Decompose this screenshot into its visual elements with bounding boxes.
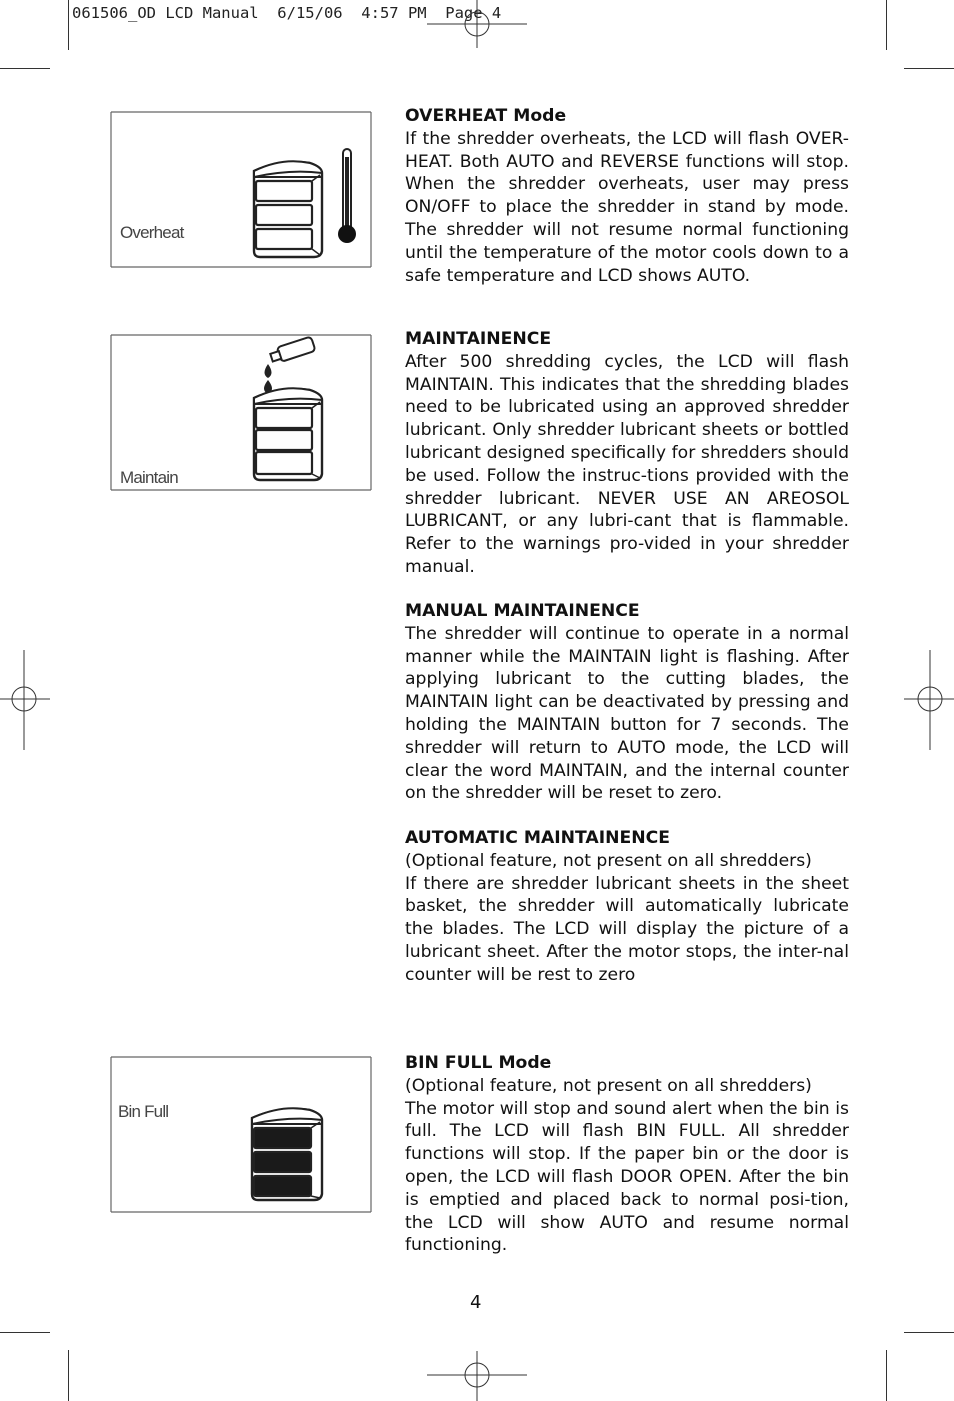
binfull-figure	[110, 1056, 372, 1213]
crop-mark-top-left-v	[68, 0, 69, 50]
optional-feature-note: (Optional feature, not present on all shredders)	[405, 1075, 812, 1096]
figure-caption: Bin Full	[118, 1102, 169, 1121]
overheat-section	[405, 105, 849, 287]
shredder-with-thermometer-icon	[110, 111, 372, 268]
maintainence-section	[405, 328, 849, 579]
registration-mark-top	[427, 0, 527, 50]
crop-mark-bottom-right-h	[904, 1332, 954, 1333]
manual-maintainence-section	[405, 600, 849, 805]
overheat-figure	[110, 111, 372, 268]
figure-caption: Maintain	[120, 468, 178, 487]
section-body: The motor will stop and sound alert when the bin is full. The LCD will flash BIN FULL. All shredder functions will stop. If the paper bin or the door is open, the LCD will flash DOOR OPEN. After the bin is emptied and placed back to normal posi-tion, the LCD will show AUTO and resume normal functioning.	[405, 1098, 849, 1256]
crop-mark-bottom-left-v	[68, 1350, 69, 1401]
section-body: If there are shredder lubricant sheets in the sheet basket, the shredder will automatically lubricate the blades. The LCD will display the picture of a lubricant sheet. After the motor stops, the inter-nal counter will be rest to zero	[405, 873, 849, 985]
section-body: If the shredder overheats, the LCD will flash OVER-HEAT. Both AUTO and REVERSE functions will stop. When the shredder overheats, user may press ON/OFF to place the shredder in stand by mode. The shredder will not resume normal functioning until the temperature of the motor cools down to a safe temperature and LCD shows AUTO.	[405, 128, 849, 286]
section-heading: MAINTAINENCE	[405, 329, 552, 349]
registration-mark-left	[0, 650, 50, 750]
print-slug: 061506_OD LCD Manual 6/15/06 4:57 PM Page 4	[72, 4, 502, 22]
section-heading: BIN FULL Mode	[405, 1053, 552, 1073]
shredder-with-full-bin-icon	[110, 1056, 372, 1213]
page-number: 4	[470, 1292, 482, 1313]
section-heading: MANUAL MAINTAINENCE	[405, 601, 640, 621]
optional-feature-note: (Optional feature, not present on all shredders)	[405, 850, 812, 871]
figure-caption: Overheat	[120, 223, 184, 242]
crop-mark-bottom-right-v	[886, 1350, 887, 1401]
crop-mark-top-right-v	[886, 0, 887, 50]
automatic-maintainence-section	[405, 827, 849, 987]
binfull-section	[405, 1052, 849, 1257]
registration-mark-bottom	[427, 1351, 527, 1401]
maintain-figure	[110, 334, 372, 491]
section-heading: AUTOMATIC MAINTAINENCE	[405, 828, 670, 848]
crop-mark-top-right-h	[904, 68, 954, 69]
section-body: After 500 shredding cycles, the LCD will flash MAINTAIN. This indicates that the shredding blades need to be lubricated using an approved shredder lubricant. Only shredder lubricant sheets or bottled lubricant designed specifically for shredders should be used. Follow the instruc-tions provided with the shredder lubricant. NEVER USE AN AREOSOL LUBRICANT, or any lubri-cant that is flammable. Refer to the warnings pro-vided in your shredder manual.	[405, 351, 849, 577]
registration-mark-right	[904, 650, 954, 750]
crop-mark-bottom-left-h	[0, 1332, 50, 1333]
crop-mark-top-left-h	[0, 68, 50, 69]
section-body: The shredder will continue to operate in a normal manner while the MAINTAIN light is flashing. After applying lubricant to the cutting blades, the MAINTAIN light can be deactivated by pressing and holding the MAINTAIN button for 7 seconds. The shredder will return to AUTO mode, the LCD will clear the word MAINTAIN, and the internal counter on the shredder will be reset to zero.	[405, 623, 849, 804]
section-heading: OVERHEAT Mode	[405, 106, 567, 126]
